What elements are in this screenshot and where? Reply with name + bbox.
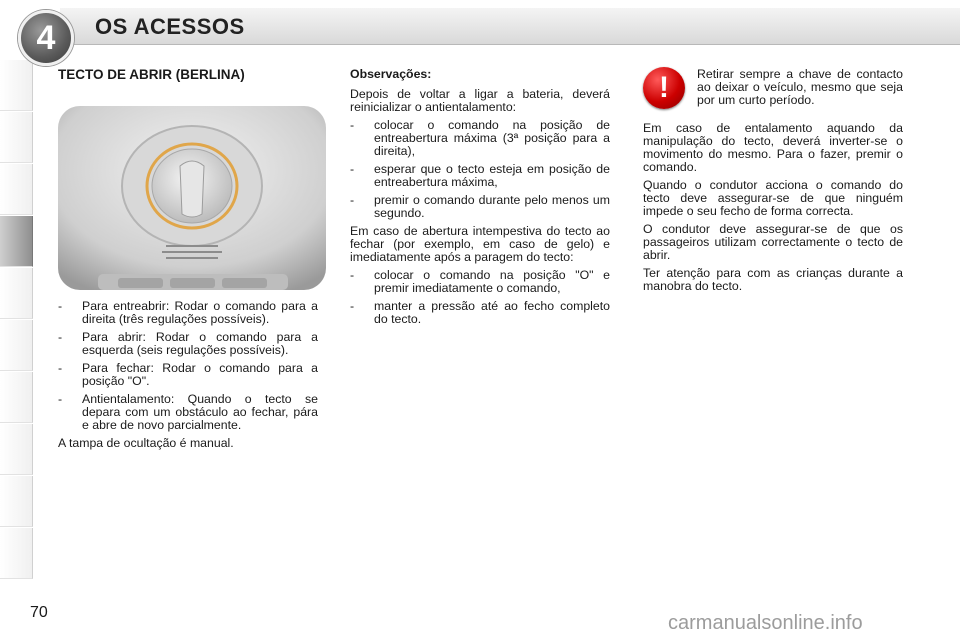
list-item: - colocar o comando na posição "O" e premir imediatamente o comando, — [350, 269, 610, 295]
sunroof-control-photo — [58, 106, 326, 290]
middle-column — [350, 68, 610, 331]
chapter-tab[interactable] — [0, 320, 33, 371]
section-title: TECTO DE ABRIR (BERLINA) — [58, 67, 245, 82]
untimely-opening-text: Em caso de abertura intempestiva do tecto ao fechar (por exemplo, em caso de gelo) e imediatamente após a paragem do tecto: — [350, 224, 610, 264]
list-item: - colocar o comando na posição de entreabertura máxima (3ª posição para a direita), — [350, 119, 610, 158]
chapter-tab[interactable] — [0, 60, 33, 111]
reset-steps — [350, 119, 610, 220]
paragraph: Em caso de entalamento aquando da manipulação do tecto, deverá inverter-se o movimento do mesmo. Para o fazer, premir o comando. — [643, 121, 903, 174]
paragraph: Ter atenção para com as crianças durante a manobra do tecto. — [643, 266, 903, 293]
chapter-tab-active[interactable] — [0, 216, 33, 267]
warning-text — [697, 68, 903, 112]
chapter-tab[interactable] — [0, 476, 33, 527]
list-item: - esperar que o tecto esteja em posição de entreabertura máxima, — [350, 163, 610, 189]
notes-heading: Observações: — [350, 67, 432, 81]
instruction-list — [58, 300, 318, 432]
exclamation-icon: ! — [643, 67, 685, 109]
chapter-number-badge — [18, 10, 74, 66]
chapter-tab[interactable] — [0, 424, 33, 475]
list-item: - manter a pressão até ao fecho completo do tecto. — [350, 300, 610, 326]
paragraph: O condutor deve assegurar-se de que os passageiros utilizam correctamente o tecto de abrir. — [643, 222, 903, 262]
warning-message: Retirar sempre a chave de contacto ao deixar o veículo, mesmo que seja por um curto período. — [697, 67, 903, 107]
chapter-tab[interactable] — [0, 268, 33, 319]
left-column — [58, 300, 318, 455]
page-number: 70 — [30, 604, 48, 621]
chapter-tab[interactable] — [0, 528, 33, 579]
watermark[interactable]: carmanualsonline.info — [668, 612, 863, 634]
chapter-tabs — [0, 60, 32, 580]
chapter-number: 4 — [36, 18, 56, 57]
chapter-tab[interactable] — [0, 112, 33, 163]
closing-steps — [350, 269, 610, 326]
cover-note: A tampa de ocultação é manual. — [58, 436, 234, 450]
right-column — [643, 122, 903, 298]
chapter-title: OS ACESSOS — [95, 14, 245, 39]
list-item: - premir o comando durante pelo menos um segundo. — [350, 194, 610, 220]
chapter-tab[interactable] — [0, 372, 33, 423]
list-item: - Para abrir: Rodar o comando para a esquerda (seis regulações possíveis). — [58, 331, 318, 357]
list-item: - Para fechar: Rodar o comando para a posição "O". — [58, 362, 318, 388]
paragraph: Quando o condutor acciona o comando do tecto deve assegurar-se de que ninguém impede o seu fecho de forma correcta. — [643, 178, 903, 218]
list-item: - Antientalamento: Quando o tecto se depara com um obstáculo ao fechar, pára e abre de novo parcialmente. — [58, 393, 318, 432]
notes-intro: Depois de voltar a ligar a bateria, deverá reinicializar o antientalamento: — [350, 87, 610, 114]
list-item: - Para entreabrir: Rodar o comando para a direita (três regulações possíveis). — [58, 300, 318, 326]
chapter-tab[interactable] — [0, 164, 33, 215]
